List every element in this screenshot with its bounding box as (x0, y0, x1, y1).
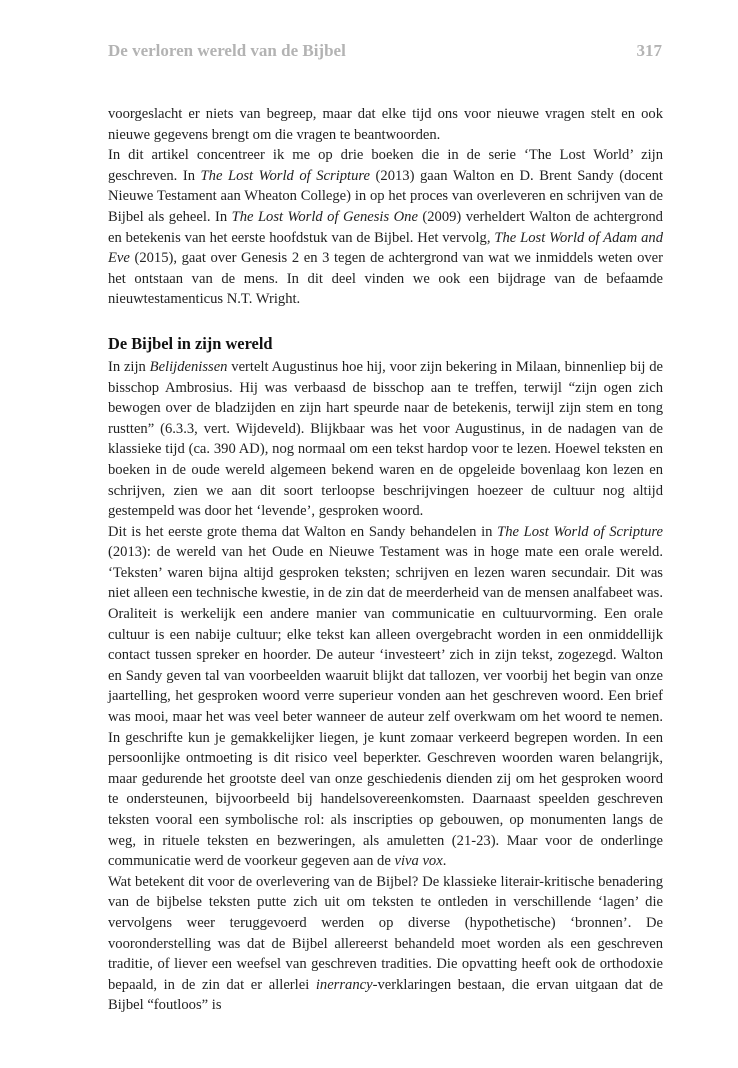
book-title-italic: Belijdenissen (149, 358, 228, 375)
page-number: 317 (636, 41, 662, 60)
page-body (108, 104, 663, 1016)
text-run: In dit artikel concentreer ik me op drie boeken die in de serie ‘The Lost World’ zijn geschreven. In (108, 147, 663, 184)
text-run: . (442, 853, 447, 870)
text-run: Dit is het eerste grote thema dat Walton en Sandy behandelen in (108, 523, 498, 540)
paragraph-orality (108, 522, 663, 872)
text-run: Wat betekent dit voor de overlevering van de Bijbel? De klassieke literair-kritische benadering van de bijbelse teksten putte zich uit om teksten te ontleden in verschillende ‘lagen’ die vervolgens weer teruggevoerd werden op diverse (hypothetische) ‘bronnen’. De vooronderstelling was dat de Bijbel allereerst behandeld moet worden als een geschreven traditie, of liever een weefsel van geschreven tradities. Die opvatting heeft ook de orthodoxie bepaald, in de zin dat er allerlei (108, 873, 663, 993)
running-header (108, 41, 662, 63)
paragraph-lost-world-series (108, 145, 663, 310)
paragraph-intro-continuation: voorgeslacht er niets van begreep, maar dat elke tijd ons voor nieuwe vragen stelt en ook nieuwe gegevens brengt om die vragen te beantwoorden. (108, 106, 663, 143)
book-title-italic: The Lost World of Adam and Eve (108, 229, 663, 267)
latin-term-italic: viva vox (394, 853, 443, 870)
book-title-italic: The Lost World of Scripture (200, 167, 371, 184)
text-run: In zijn (108, 358, 150, 375)
running-head-title: De verloren wereld van de Bijbel (108, 41, 346, 60)
text-run: -verklaringen bestaan, die ervan uitgaan dat de Bijbel “foutloos” is (108, 976, 663, 1014)
paragraph-augustinus (108, 357, 663, 522)
text-run: (2013): de wereld van het Oude en Nieuwe Testament was in hoge mate een orale wereld. ‘Teksten’ waren bijna altijd gesproken teksten; schrijven en lezen waren secundair. Dit was niet alleen een technische kwestie, in de zin dat de meerderheid van de mensen analfabeet was. Oraliteit is werkelijk een andere manier van communicatie en cultuurvorming. Een orale cultuur is een nabije cultuur; elke tekst kan alleen overgebracht worden in een onmiddellijk contact tussen spreker en hoorder. De auteur ‘investeert’ zich in zijn tekst, zogezegd. Walton en Sandy geven tal van voorbeelden waaruit blijkt dat tallozen, ver voorbij het begin van onze jaartelling, het gesproken woord verre superieur vonden aan het geschreven woord. Een brief was mooi, maar het was veel beter wanneer de auteur zelf overkwam om het woord te nemen. In geschrifte kun je gemakkelijker liegen, je kunt zomaar verkeerd begrepen worden. In een persoonlijke ontmoeting is dit risico veel beperkter. Geschreven woorden waren belangrijk, maar gedurende het grootste deel van onze geschiedenis dienden zij om het gesproken woord te ondersteunen, bijvoorbeeld bij handelsovereenkomsten. Daarnaast speelden geschreven teksten vooral een symbolische rol: als inscripties op gebouwen, op monumenten langs de weg, in rituele teksten en bezweringen, als amuletten (21-23). Maar voor de onderlinge communicatie werd de voorkeur gegeven aan de (108, 544, 663, 870)
text-run: (2013) gaan Walton en D. Brent Sandy (docent Nieuwe Testament aan Wheaton College) in op het proces van overleveren en schrijven van de Bijbel als geheel. In (108, 167, 663, 225)
term-italic: inerrancy (315, 976, 373, 993)
paragraph-transmission (108, 872, 663, 1016)
book-title-italic: The Lost World of Scripture (497, 523, 663, 540)
book-title-italic: The Lost World of Genesis One (231, 208, 418, 225)
text-run: (2015), gaat over Genesis 2 en 3 tegen de achtergrond van wat we inmiddels weten over het ontstaan van de mens. In dit deel vinden we ook een bijdrage van de befaamde nieuwtestamenticus N.T. Wright. (108, 250, 663, 308)
section-heading: De Bijbel in zijn wereld (108, 333, 273, 353)
text-run: vertelt Augustinus hoe hij, voor zijn bekering in Milaan, binnenliep bij de bisschop Ambrosius. Hij was verbaasd de bisschop aan te treffen, terwijl “zijn ogen zich bewogen over de bladzijden en zijn hart speurde naar de betekenis, terwijl zijn stem en tong rustten” (6.3.3, vert. Wijdeveld). Blijkbaar was het voor Augustinus, in de nadagen van de klassieke tijd (ca. 390 AD), nog normaal om een tekst hardop voor te lezen. Hoewel teksten en boeken in de oude wereld algemeen bekend waren en de opgeleide bovenlaag kon lezen en schrijven, zien we aan dit soort terloopse beschrijvingen hoezeer de cultuur nog altijd gestempeld was door het ‘levende’, gesproken woord. (108, 358, 663, 520)
text-run: (2009) verheldert Walton de achtergrond en betekenis van het eerste hoofdstuk van de Bijbel. Het vervolg, (108, 208, 663, 246)
